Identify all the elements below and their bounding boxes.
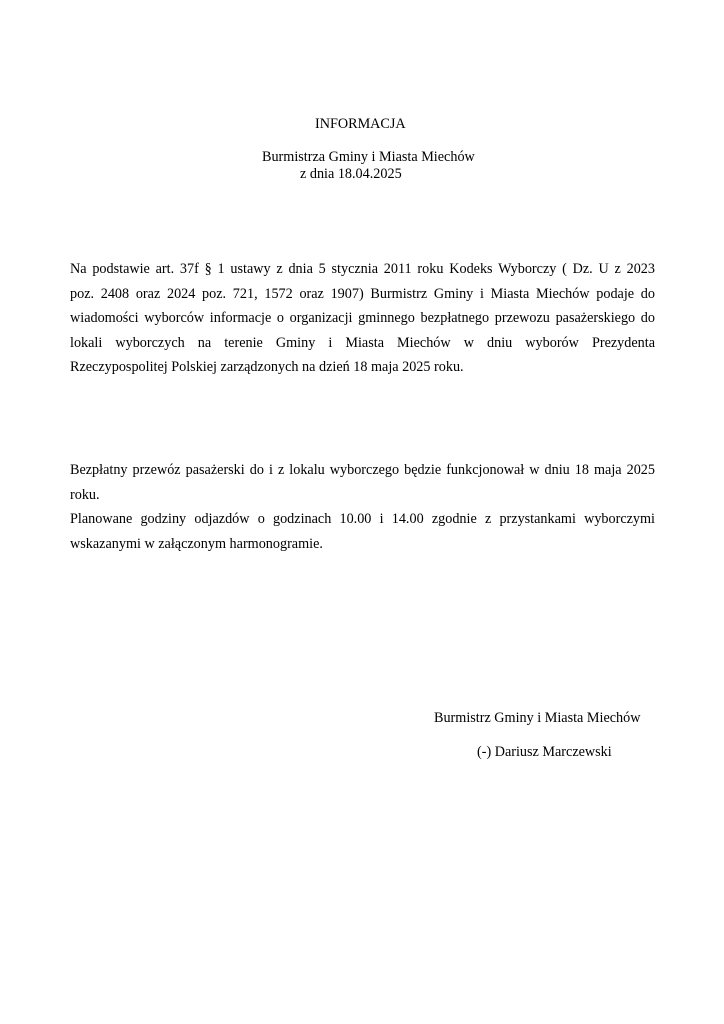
paragraph-line: wiadomości wyborców informacje o organizacji gminnego bezpłatnego przewozu pasażerskiego do [70, 310, 655, 326]
paragraph-line: Na podstawie art. 37f § 1 ustawy z dnia 5 stycznia 2011 roku Kodeks Wyborczy ( Dz. U z 2023 [70, 261, 655, 277]
paragraph-line: Bezpłatny przewóz pasażerski do i z lokalu wyborczego będzie funkcjonował w dniu 18 maja 2025 [70, 462, 655, 478]
paragraph-line: roku. [70, 486, 100, 503]
signature-name: (-) Dariusz Marczewski [477, 744, 612, 760]
legal-basis-paragraph [70, 257, 655, 380]
document-title: INFORMACJA [315, 116, 406, 132]
paragraph-line: poz. 2408 oraz 2024 poz. 721, 1572 oraz 1907) Burmistrz Gminy i Miasta Miechów podaje do [70, 285, 655, 302]
issue-date: z dnia 18.04.2025 [300, 166, 402, 182]
paragraph-line: lokali wyborczych na terenie Gminy i Miasta Miechów w dniu wyborów Prezydenta [70, 334, 655, 351]
transport-info-paragraph [70, 458, 655, 556]
paragraph-line: Planowane godziny odjazdów o godzinach 10.00 i 14.00 zgodnie z przystankami wyborczymi [70, 511, 655, 527]
paragraph-line: Rzeczypospolitej Polskiej zarządzonych na dzień 18 maja 2025 roku. [70, 359, 464, 375]
issuer-line: Burmistrza Gminy i Miasta Miechów [262, 149, 475, 165]
signature-office: Burmistrz Gminy i Miasta Miechów [434, 710, 641, 726]
paragraph-line: wskazanymi w załączonym harmonogramie. [70, 535, 323, 552]
